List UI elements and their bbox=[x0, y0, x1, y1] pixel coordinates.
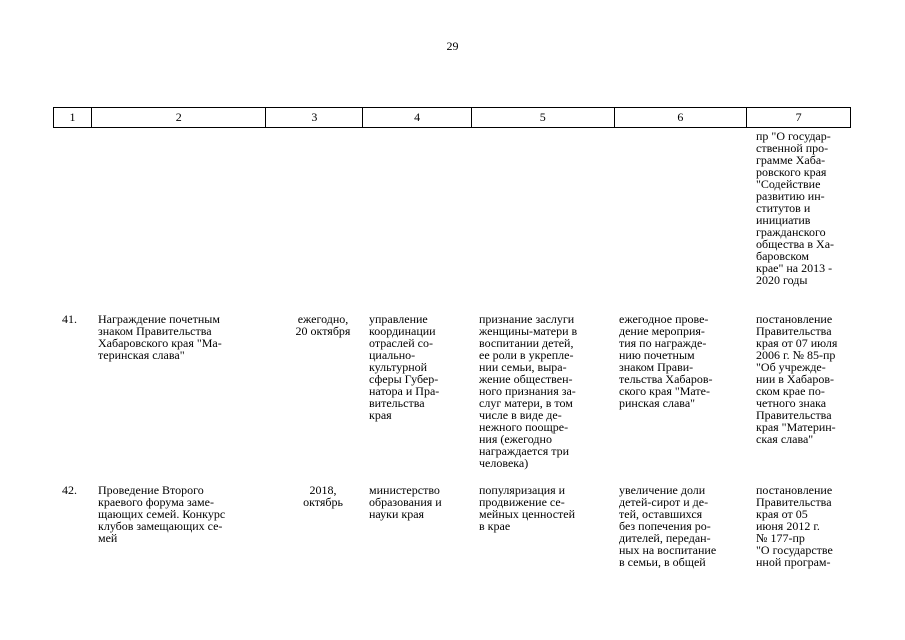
row-41-date: ежегодно, 20 октября bbox=[295, 312, 351, 338]
row-42-number: 42. bbox=[62, 483, 77, 497]
header-col-2: 2 bbox=[92, 108, 267, 127]
header-col-4: 4 bbox=[363, 108, 472, 127]
page-number: 29 bbox=[446, 39, 459, 53]
header-col-1: 1 bbox=[54, 108, 92, 127]
row-42-event: Проведение Второго краевого форума заме- щающих семей. Конкурс клубов замещающих се- мей bbox=[98, 483, 226, 545]
header-col-7: 7 bbox=[795, 110, 802, 124]
header-col-6: 6 bbox=[615, 108, 748, 127]
row-42-date: 2018, октябрь bbox=[303, 483, 343, 509]
header-col-5: 5 bbox=[472, 108, 615, 127]
row-42-result: увеличение доли детей-сирот и де- тей, оставшихся без попечения ро- дителей, передан- ных на воспитание в семьи, в общей bbox=[619, 483, 717, 569]
row-41-result: ежегодное прове- дение мероприя- тия по награжде- нию почетным знаком Прави- тельства Хабаров- ского края "Мате- ринская слава" bbox=[619, 312, 713, 410]
row-41-goal: признание заслуги женщины-матери в воспитании детей, ее роли в укрепле- нии семьи, выра- жение обществен- ного признания за- слуг матери, в том числе в виде де- нежного поощре- ния (ежегодно награждается три человека) bbox=[479, 312, 578, 470]
row-41-event: Награждение почетным знаком Правительства Хабаровского края "Ма- теринская слава" bbox=[98, 312, 222, 362]
row-41-number: 41. bbox=[62, 312, 77, 326]
row-41-responsible: управление координации отраслей со- циально- культурной сферы Губер- натора и Пра- вительства края bbox=[369, 312, 440, 422]
row-42-responsible: министерство образования и науки края bbox=[369, 483, 442, 521]
table-header-row bbox=[53, 107, 851, 128]
row-42-goal: популяризация и продвижение се- мейных ценностей в крае bbox=[479, 483, 576, 533]
continuation-basis-cell: пр "О государ- ственной про- грамме Хаба- ровского края "Содействие развитию ин- ститутов и инициатив гражданского общества в Ха- баровском крае" на 2013 - 2020 годы bbox=[756, 129, 835, 287]
row-41-basis: постановление Правительства края от 07 июля 2006 г. № 85-пр "Об учрежде- нии в Хабаров- ском крае по- четного знака Правительства края "Материн- ская слава" bbox=[756, 312, 838, 446]
header-col-3: 3 bbox=[266, 108, 363, 127]
row-42-basis: постановление Правительства края от 05 июня 2012 г. № 177-пр "О государстве нной програм- bbox=[756, 483, 833, 569]
